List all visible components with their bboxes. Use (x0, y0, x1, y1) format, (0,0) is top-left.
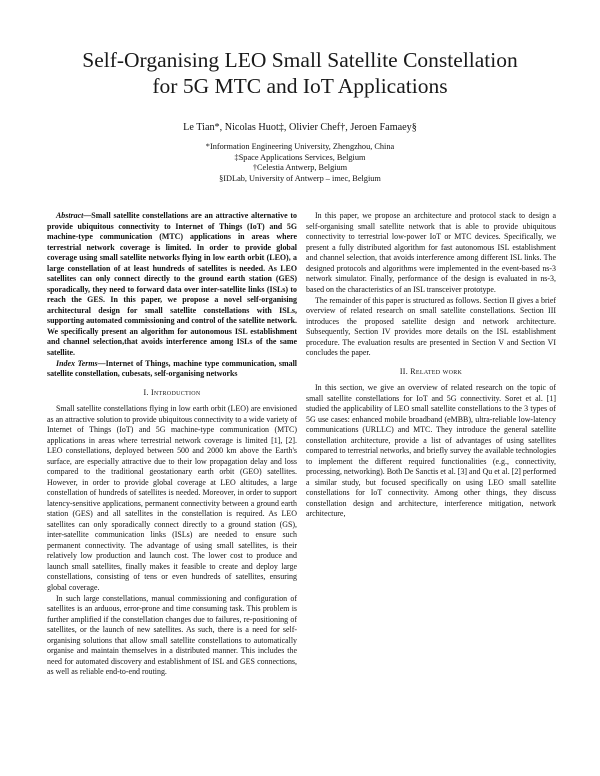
affiliations (40, 142, 560, 184)
section-number: I. (143, 387, 149, 397)
index-terms-text: —Internet of Things, machine type communication, small satellite constellation, cubesats, self-organising networks (47, 358, 297, 378)
right-column (306, 211, 556, 520)
body-paragraph: In this paper, we propose an architecture and protocol stack to design a self-organising small satellite network that is able to provide ubiquitous connectivity to terrestrial low-power IoT or MTC devices. Specifically, we present a fully distributed algorithm for fast autonomous ISL establishment and channel selection, that avoids interference among different ISL links. The designed protocols and algorithms were implemented in the event-based ns-3 network simulator. Finally, performance of the design is evaluated in ns-3, based on the characteristics of an ISL transceiver prototype. (306, 211, 556, 294)
affiliation: *Information Engineering University, Zhengzhou, China (205, 142, 395, 151)
affiliation: §IDLab, University of Antwerp – imec, Belgium (219, 173, 381, 183)
abstract (47, 211, 297, 358)
affiliation: †Celestia Antwerp, Belgium (252, 163, 348, 173)
body-paragraph: Small satellite constellations flying in low earth orbit (LEO) are envisioned as an attractive solution to provide ubiquitous connectivity to a wide variety of Internet of Things (IoT) and 5G machine-type communication (MTC) applications in areas where terrestrial network coverage is limited [1], [2]. LEO constellations, deployed between 500 and 2000 km above the Earth's surface, are especially attractive due to their low propagation delay and loss compared to the traditional geostationary earth orbit (GEO) satellites. However, in order to provide global coverage at LEO altitudes, a large constellation of hundreds of satellites is needed. Moreover, in order to support latency-sensitive applications, permanent connectivity between a ground earth station (GES) and all satellites in the constellation is required. As LEO satellites can only sporadically connect directly to a ground station (GS), inter-satellite communication links (ISLs) are needed to ensure such permanent connectivity. The advantage of using small satellites, is their relatively low production and launch cost. The lower cost to produce and launch small satellites, finally makes it feasible to create and deploy large constellations, consisting of tens or even hundreds of satellites, ensuring global coverage. (47, 404, 297, 592)
paper-title (40, 47, 560, 99)
section-heading-related-work (306, 367, 556, 378)
abstract-text: —Small satellite constellations are an attractive alternative to provide ubiquitous connectivity to Internet of Things (IoT) and 5G machine-type communication (MTC) applications in areas where terrestrial network coverage is limited. In order to provide global coverage using small satellite networks flying in low earth orbit (LEO), a large constellation of at least hundreds of satellites is needed. As LEO satellites can only connect directly to the ground earth station (GES) sporadically, they need to forward data over inter-satellite links (ISLs) to reach the GES. In this paper, we propose a novel self-organising architectural design for small satellite constellations with ISLs, supporting automated commissioning and control of the satellite network. We specifically present an algorithm for autonomous ISL establishment and channel selection,that avoids interference among ISLs of the same satellite. (47, 211, 297, 357)
left-column (47, 211, 297, 678)
section-title: Introduction (150, 387, 201, 397)
body-paragraph: In such large constellations, manual commissioning and configuration of satellites is an arduous, error-prone and time consuming task. This problem is further amplified if the constellation changes due to failures, re-positioning of satellites, or the launch of new satellites. As such, there is a need for self-organising solutions that allow small satellite constellations to automatically organise and maintain themselves in a distributed manner. This includes the need for automated discovery and establishment of ISL and GES connections, as well as reliable end-to-end routing. (47, 593, 297, 676)
index-terms-label: Index Terms (56, 358, 98, 368)
body-paragraph: In this section, we give an overview of related research on the topic of small satellite constellations for IoT and 5G connectivity. Soret et al. [1] studied the applicability of LEO small satellite constellations to the 3 types of 5G use cases: enhanced mobile broadband (eMBB), ultra-reliable low-latency communications (URLLC) and MTC. They introduce the general satellite constellation architecture, provide a list of advantages of using satellites compared to terrestrial networks, and briefly survey the available technologies to implement the different required functionalities (e.g., connectivity, processing, networking). Both De Sanctis et al. [3] and Qu et al. [2] performed a similar study, but focused specifically on using LEO small satellite constellations for IoT connectivity. Among other things, they discuss constellation design and architecture, interference mitigation, network architecture, (306, 383, 556, 518)
index-terms (47, 359, 297, 380)
title-line-1: Self-Organising LEO Small Satellite Constellation (82, 48, 518, 72)
abstract-label: Abstract (56, 211, 84, 220)
section-heading-introduction (47, 388, 297, 399)
affiliation: ‡Space Applications Services, Belgium (234, 152, 366, 162)
author-list: Le Tian*, Nicolas Huot‡, Olivier Chef†, Jeroen Famaey§ (183, 122, 417, 133)
title-line-2: for 5G MTC and IoT Applications (152, 74, 448, 98)
section-title: Related work (410, 366, 463, 376)
section-number: II. (399, 366, 408, 376)
body-paragraph: The remainder of this paper is structured as follows. Section II gives a brief overview of related research on small satellite constellations. Section III introduces the proposed satellite design and network architecture. Subsequently, Section IV provides more details on the ISL establishment procedure. The evaluation results are presented in Section V and Section VI concludes the paper. (306, 295, 556, 357)
